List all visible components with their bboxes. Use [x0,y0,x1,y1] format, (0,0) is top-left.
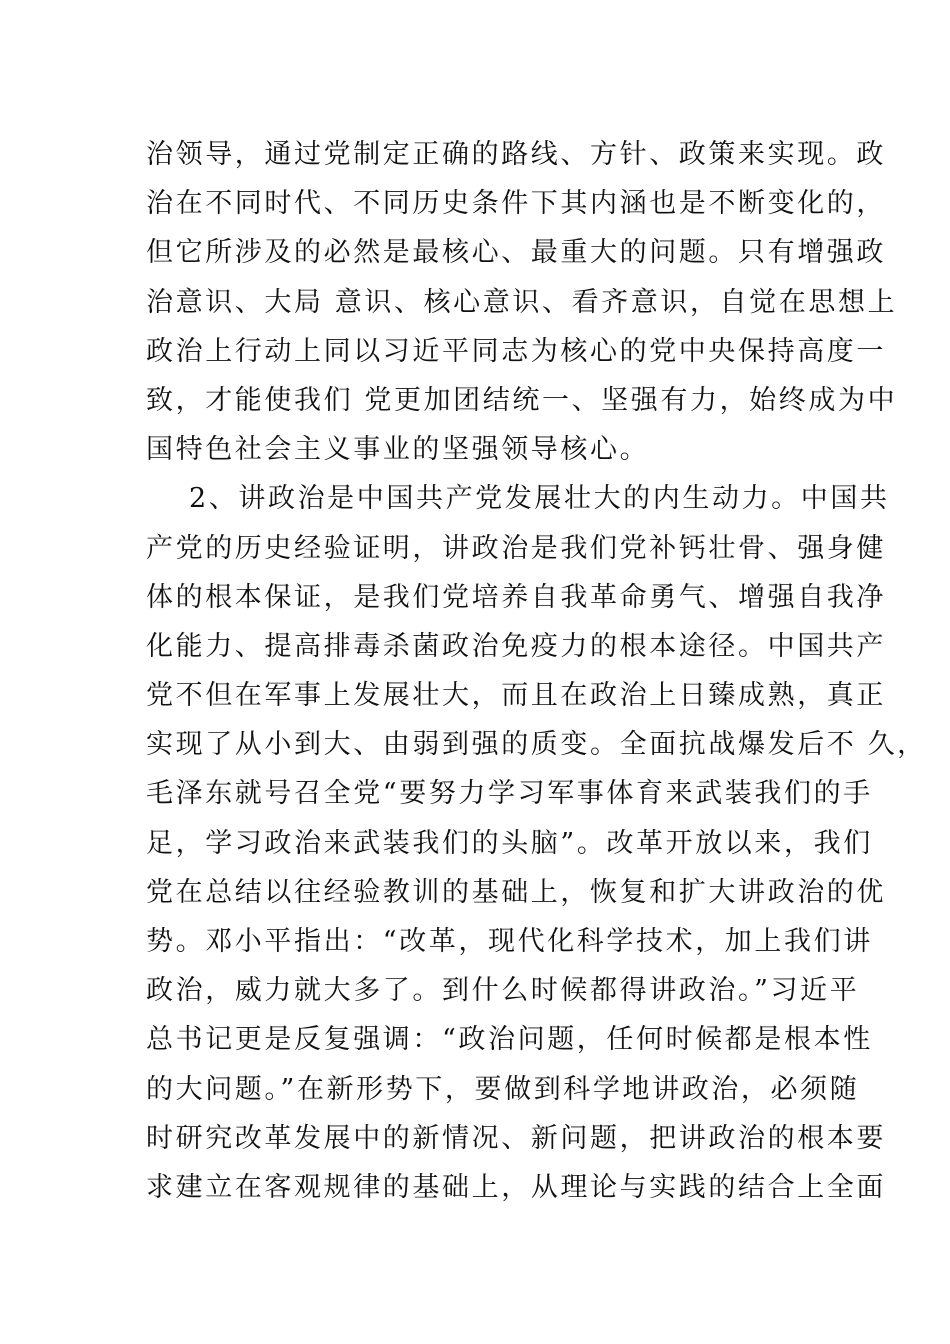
text-line: 政治上行动上同以习近平同志为核心的党中央保持高度一 [146,335,886,367]
body-text [146,130,927,1212]
text-line: 求建立在客观规律的基础上，从理论与实践的结合上全面 [146,1171,886,1203]
text-line: 治在不同时代、不同历史条件下其内涵也是不断变化的， [146,188,886,220]
text-line: 政治，威力就大多了。到什么时候都得讲政治。”习近平 [146,975,860,1007]
text-line: 实现了从小到大、由弱到强的质变。全面抗战爆发后不 久， [146,729,927,761]
text-line: 致，才能使我们 党更加团结统一、坚强有力，始终成为中 [146,384,898,416]
text-line: 党在总结以往经验教训的基础上，恢复和扩大讲政治的优 [146,876,886,908]
paragraph-start-line: 2、讲政治是中国共产党发展壮大的内生动力。中国共 [189,483,890,515]
text-line: 时研究改革发展中的新情况、新问题，把讲政治的根本要 [146,1122,886,1154]
text-line: 势。邓小平指出：“改革，现代化科学技术，加上我们讲 [146,926,873,957]
text-line: 但它所涉及的必然是最核心、最重大的问题。只有增强政 [146,237,886,269]
text-line: 化能力、提高排毒杀菌政治免疫力的根本途径。中国共产 [146,630,886,662]
text-line: 总书记更是反复强调：“政治问题，任何时候都是根本性 [146,1024,873,1056]
text-line: 国特色社会主义事业的坚强领导核心。 [146,434,650,466]
text-line: 治意识、大局 意识、核心意识、看齐意识，自觉在思想上 [146,286,898,318]
text-line: 产党的历史经验证明，讲政治是我们党补钙壮骨、强身健 [146,532,886,564]
text-line: 的大问题。”在新形势下，要做到科学地讲政治，必须随 [146,1073,860,1105]
text-line: 足，学习政治来武装我们的头脑”。改革开放以来，我们 [146,827,873,859]
text-line: 毛泽东就号召全党“要努力学习军事体育来武装我们的手 [146,778,873,810]
text-line: 体的根本保证，是我们党培养自我革命勇气、增强自我净 [146,581,886,613]
text-line: 党不但在军事上发展壮大，而且在政治上日臻成熟，真正 [146,680,886,712]
text-line: 治领导，通过党制定正确的路线、方针、政策来实现。政 [146,139,886,170]
